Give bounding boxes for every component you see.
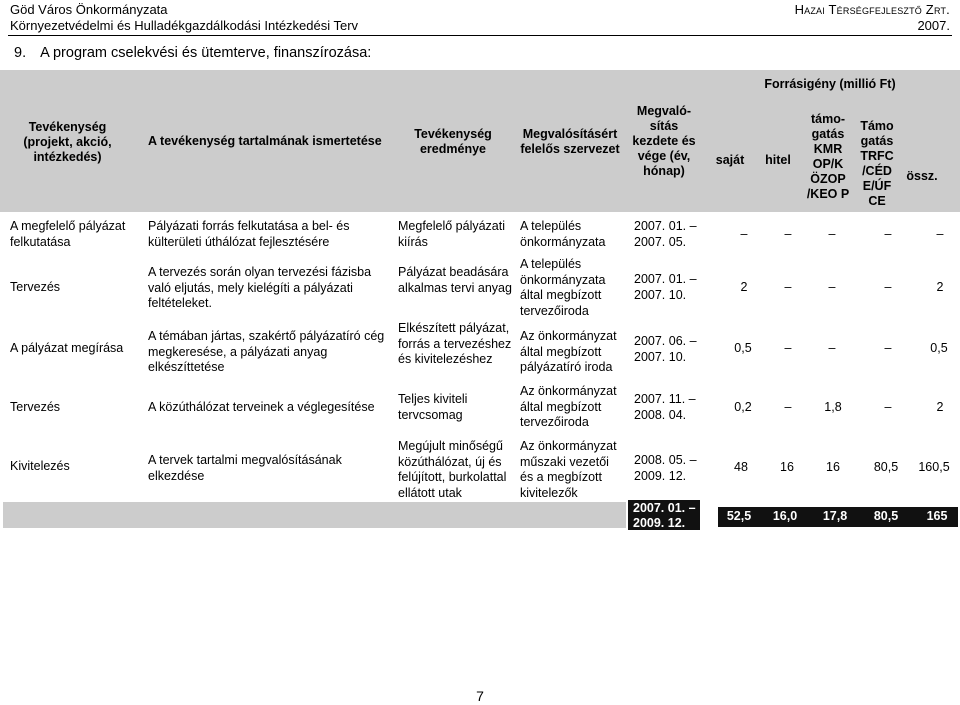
- row-loan: –: [784, 280, 792, 294]
- row-total: 2: [936, 280, 944, 294]
- header-funding-group: Forrásigény (millió Ft): [764, 77, 896, 91]
- row-total: 2: [936, 400, 944, 414]
- row-grant-kmr: 1,8: [824, 400, 842, 414]
- row-loan: –: [784, 400, 792, 414]
- row-grant-trfc: 80,5: [873, 460, 899, 474]
- header-activity: Tevékenység (projekt, akció, intézkedés): [23, 120, 112, 164]
- summary-total: 165: [926, 509, 948, 523]
- header-period: Megvaló-sítás kezdete és vége (év, hónap): [632, 104, 696, 178]
- section-title-text: A program cselekvési és ütemterve, finanszírozása:: [40, 45, 372, 61]
- row-content: A tervezés során olyan tervezési fázisba való eljutás, mely kielégíti a pályázati feltételeket.: [148, 265, 372, 310]
- page-number: 7: [476, 688, 484, 704]
- row-period: 2008. 05. – 2009. 12.: [634, 453, 697, 483]
- row-total: 160,5: [918, 460, 950, 474]
- municipality-name: Göd Város Önkormányzata: [10, 2, 168, 17]
- summary-grant-kmr: 17,8: [822, 509, 848, 523]
- row-loan: 16: [780, 460, 794, 474]
- row-grant-trfc: –: [884, 227, 892, 241]
- row-loan: –: [784, 341, 792, 355]
- row-activity: A megfelelő pályázat felkutatása: [10, 219, 126, 249]
- row-content: A témában jártas, szakértő pályázatíró cég megkeresése, a pályázati anyag elkészíttetése: [148, 329, 385, 374]
- header-divider: [8, 35, 952, 36]
- row-responsible: A település önkormányzata: [520, 219, 606, 249]
- row-own: 48: [734, 460, 748, 474]
- section-number: 9.: [14, 45, 27, 61]
- document-header-right: [795, 2, 950, 34]
- document-header-left: [10, 2, 358, 34]
- row-responsible: A település önkormányzata által megbízott tervezőiroda: [520, 257, 606, 318]
- row-responsible: Az önkormányzat által megbízott pályázatíró iroda: [520, 329, 617, 374]
- row-grant-trfc: –: [884, 400, 892, 414]
- row-result: Megfelelő pályázati kiírás: [398, 219, 506, 249]
- header-content: A tevékenység tartalmának ismertetése: [148, 134, 382, 148]
- row-period: 2007. 01. – 2007. 10.: [634, 272, 697, 302]
- row-activity: Kivitelezés: [10, 459, 70, 473]
- row-content: Pályázati forrás felkutatása a bel- és külterületi úthálózat fejlesztésére: [148, 219, 350, 249]
- section-title: [14, 45, 371, 61]
- row-period: 2007. 11. – 2008. 04.: [634, 392, 696, 422]
- row-grant-kmr: –: [828, 280, 836, 294]
- summary-row-background: [3, 502, 626, 528]
- row-loan: –: [784, 227, 792, 241]
- row-responsible: Az önkormányzat által megbízott tervezőiroda: [520, 384, 617, 429]
- row-content: A közúthálózat terveinek a véglegesítése: [148, 400, 375, 414]
- document-title: Környezetvédelmi és Hulladékgazdálkodási Intézkedési Terv: [10, 18, 359, 33]
- header-total: össz.: [906, 169, 938, 183]
- header-grant-trfc: Támo gatás TRFC /CÉD E/ÚF CE: [860, 119, 894, 208]
- row-grant-trfc: –: [884, 280, 892, 294]
- header-loan: hitel: [765, 153, 791, 167]
- row-content: A tervek tartalmi megvalósításának elkezdése: [148, 453, 342, 483]
- header-responsible: Megvalósításért felelős szervezet: [520, 127, 620, 156]
- row-activity: Tervezés: [10, 400, 61, 414]
- row-grant-kmr: –: [828, 227, 836, 241]
- summary-loan: 16,0: [772, 509, 798, 523]
- row-activity: Tervezés: [10, 280, 61, 294]
- row-total: 0,5: [930, 341, 948, 355]
- header-result: Tevékenység eredménye: [414, 127, 492, 156]
- row-grant-kmr: 16: [826, 460, 840, 474]
- summary-period: 2007. 01. – 2009. 12.: [628, 500, 700, 530]
- row-own: 0,5: [734, 341, 752, 355]
- summary-grant-trfc: 80,5: [873, 509, 899, 523]
- row-result: Megújult minőségű közúthálózat, új és felújított, burkolattal ellátott utak: [398, 439, 507, 500]
- document-year: 2007.: [917, 18, 950, 33]
- row-activity: A pályázat megírása: [10, 341, 124, 355]
- row-own: 2: [740, 280, 748, 294]
- organization-name: Hazai Térségfejlesztő Zrt.: [794, 2, 950, 17]
- row-result: Teljes kiviteli tervcsomag: [398, 392, 468, 422]
- table-header: [0, 70, 960, 212]
- row-responsible: Az önkormányzat műszaki vezetői és a megbízott kivitelezők: [520, 439, 617, 500]
- header-own: saját: [715, 153, 745, 167]
- summary-values: [718, 507, 958, 527]
- row-result: Pályázat beadására alkalmas tervi anyag: [398, 265, 512, 295]
- row-own: 0,2: [734, 400, 752, 414]
- row-total: –: [936, 227, 944, 241]
- header-grant-kmr: támo-gatás KMR OP/K ÖZOP /KEO P: [806, 112, 850, 201]
- summary-own: 52,5: [726, 509, 752, 523]
- row-period: 2007. 01. – 2007. 05.: [634, 219, 697, 249]
- row-result: Elkészített pályázat, forrás a tervezéshez és kivitelezéshez: [398, 321, 512, 366]
- row-grant-kmr: –: [828, 341, 836, 355]
- row-grant-trfc: –: [884, 341, 892, 355]
- row-own: –: [740, 227, 748, 241]
- row-period: 2007. 06. – 2007. 10.: [634, 334, 697, 364]
